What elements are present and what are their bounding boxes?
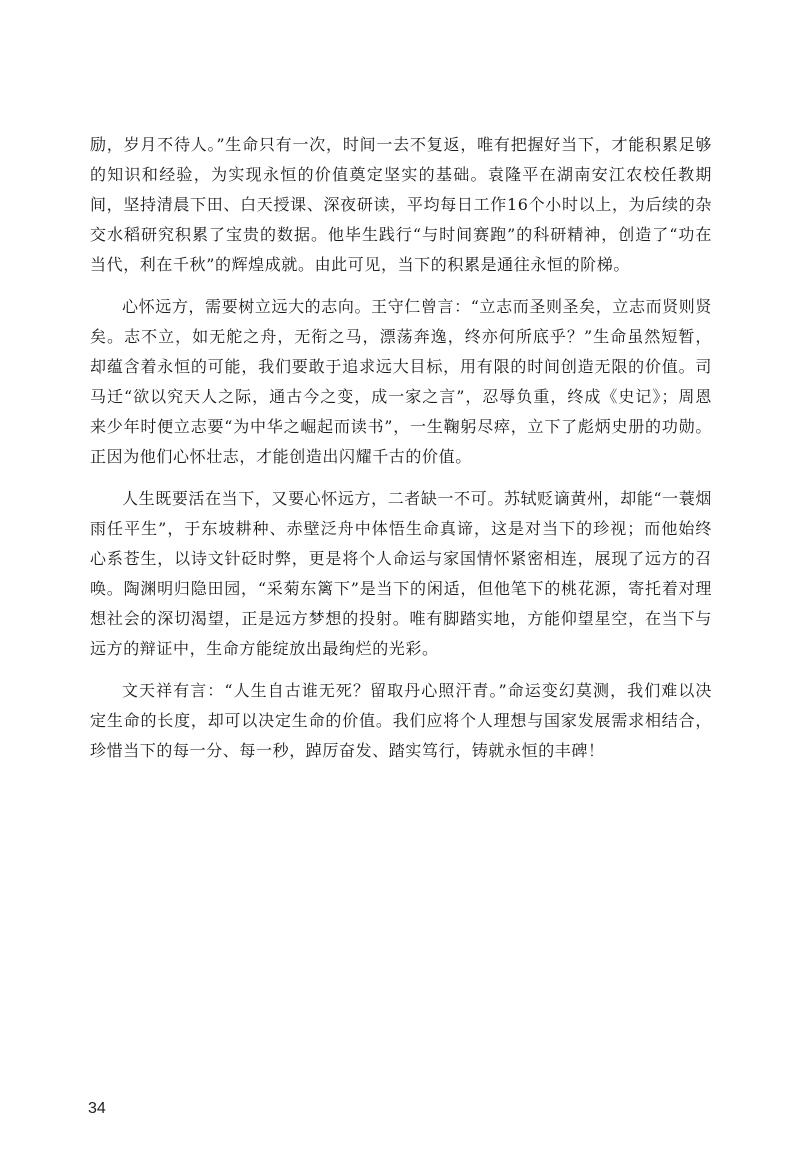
paragraph-4: 文天祥有言：“人生自古谁无死？留取丹心照汗青。”命运变幻莫测，我们难以决定生命的长度，却可以决定生命的价值。我们应将个人理想与国家发展需求相结合，珍惜当下的每一分、每一秒，踔厉奋发、踏实笃行，铸就永恒的丰碑！ xyxy=(90,681,712,760)
paragraph-3: 人生既要活在当下，又要心怀远方，二者缺一不可。苏轼贬谪黄州，却能“一蓑烟雨任平生”，于东坡耕种、赤壁泛舟中体悟生命真谛，这是对当下的珍视；而他始终心系苍生，以诗文针砭时弊，更是将个人命运与家国情怀紧密相连，展现了远方的召唤。陶渊明归隐田园，“采菊东篱下”是当下的闲适，但他笔下的桃花源，寄托着对理想社会的深切渴望，正是远方梦想的投射。唯有脚踏实地，方能仰望星空，在当下与远方的辩证中，生命方能绽放出最绚烂的光彩。 xyxy=(90,489,712,658)
body-text xyxy=(90,130,712,778)
paragraph-1: 励，岁月不待人。”生命只有一次，时间一去不复返，唯有把握好当下，才能积累足够的知识和经验，为实现永恒的价值奠定坚实的基础。袁隆平在湖南安江农校任教期间，坚持清晨下田、白天授课、深夜研读，平均每日工作16个小时以上，为后续的杂交水稻研究积累了宝贵的数据。他毕生践行“与时间赛跑”的科研精神，创造了“功在当代，利在千秋”的辉煌成就。由此可见，当下的积累是通往永恒的阶梯。 xyxy=(90,135,712,274)
paragraph-2: 心怀远方，需要树立远大的志向。王守仁曾言：“立志而圣则圣矣，立志而贤则贤矣。志不立，如无舵之舟，无衔之马，漂荡奔逸，终亦何所底乎？”生命虽然短暂，却蕴含着永恒的可能，我们要敢于追求远大目标，用有限的时间创造无限的价值。司马迁“欲以究天人之际，通古今之变，成一家之言”，忍辱负重，终成《史记》；周恩来少年时便立志要“为中华之崛起而读书”，一生鞠躬尽瘁，立下了彪炳史册的功勋。正因为他们心怀壮志，才能创造出闪耀千古的价值。 xyxy=(90,297,712,466)
page-number: 34 xyxy=(88,1100,106,1117)
